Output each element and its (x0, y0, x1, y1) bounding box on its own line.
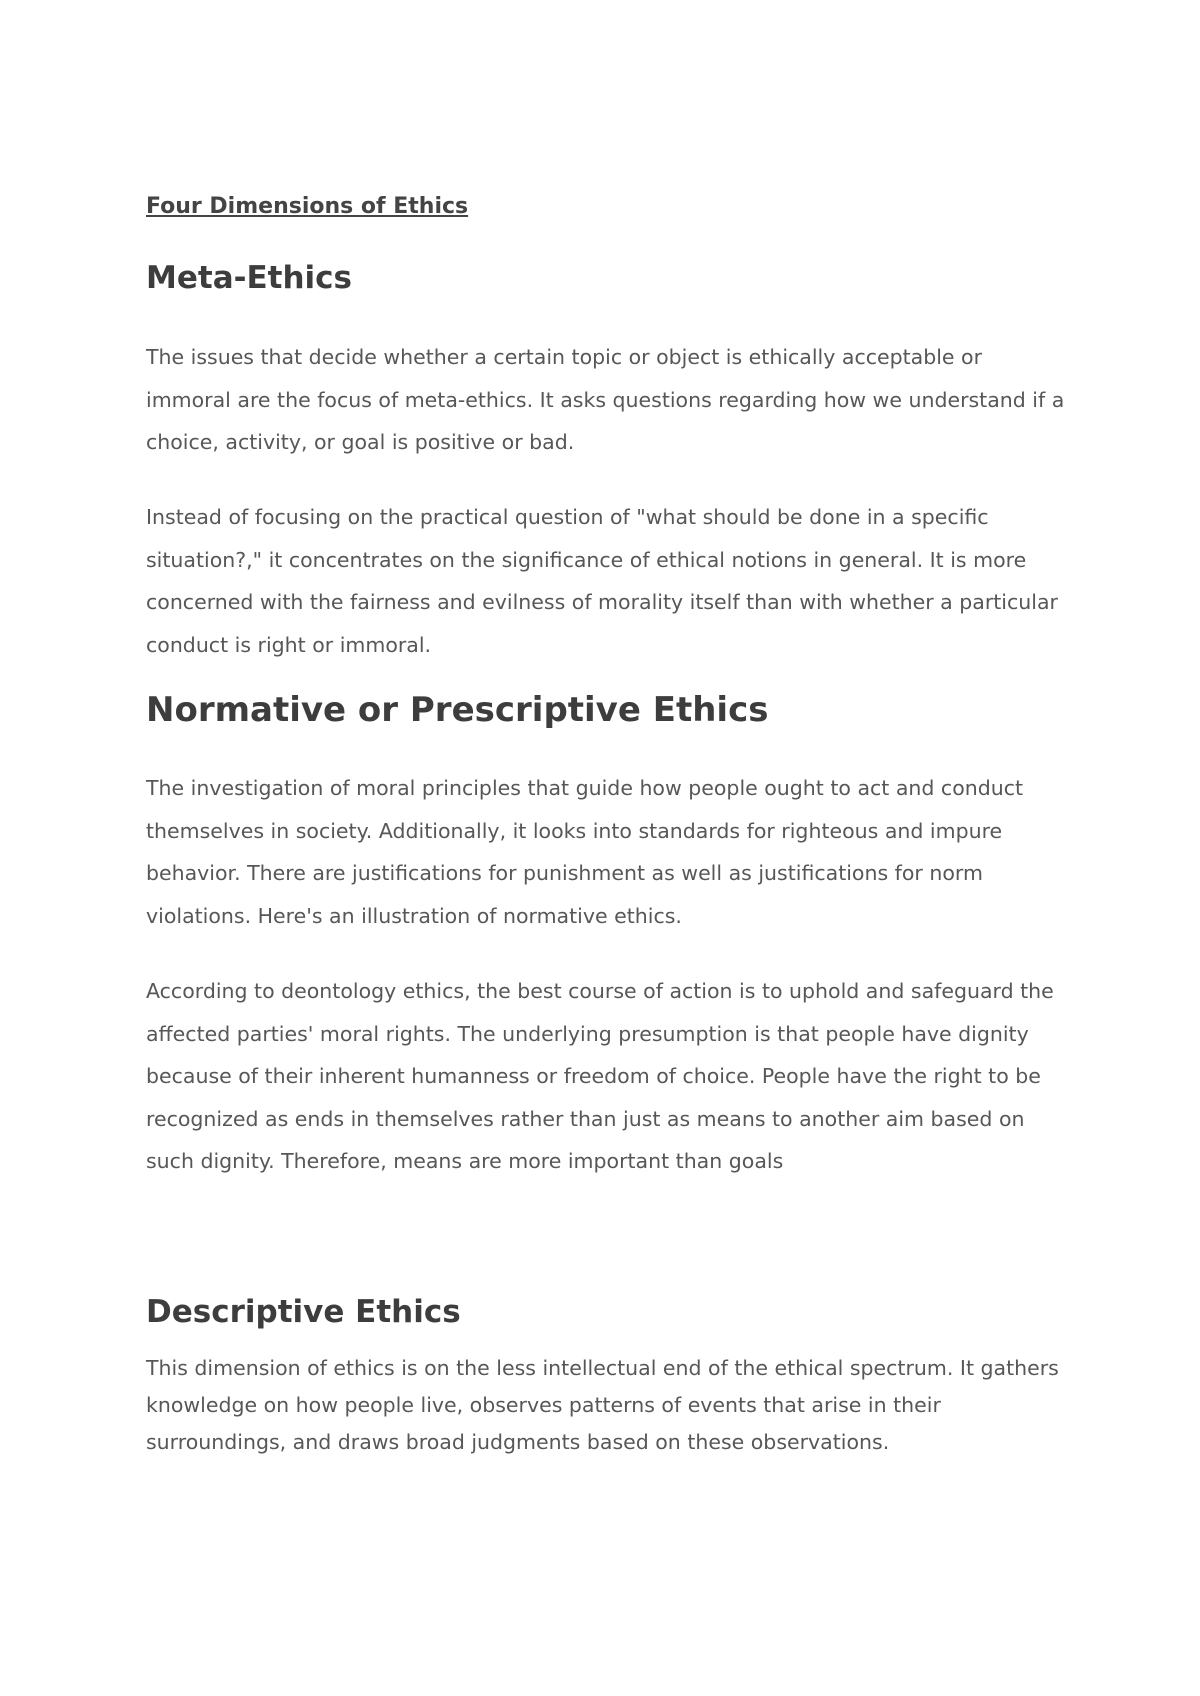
section-heading-normative-ethics: Normative or Prescriptive Ethics (146, 690, 769, 730)
document-title: Four Dimensions of Ethics (146, 194, 469, 219)
section-heading-meta-ethics: Meta-Ethics (146, 260, 352, 296)
section-heading-descriptive-ethics: Descriptive Ethics (146, 1294, 461, 1330)
paragraph: This dimension of ethics is on the less intellectual end of the ethical spectrum. It gathers knowledge on how people live, observes patterns of events that arise in their surroundings, and draws broad judgments based on these observations. (146, 1356, 1059, 1454)
paragraph: The issues that decide whether a certain topic or object is ethically acceptable or immoral are the focus of meta-ethics. It asks questions regarding how we understand if a choice, activity, or goal is positive or bad. (146, 345, 1065, 454)
paragraph: The investigation of moral principles that guide how people ought to act and conduct themselves in society. Additionally, it looks into standards for righteous and impure behavior. There are justifications for punishment as well as justifications for norm violations. Here's an illustration of normative ethics. (146, 776, 1024, 928)
paragraph: Instead of focusing on the practical question of "what should be done in a specific situation?," it concentrates on the significance of ethical notions in general. It is more concerned with the fairness and evilness of morality itself than with whether a particular conduct is right or immoral. (146, 505, 1058, 657)
paragraph: According to deontology ethics, the best course of action is to uphold and safeguard the affected parties' moral rights. The underlying presumption is that people have dignity because of their inherent humanness or freedom of choice. People have the right to be recognized as ends in themselves rather than just as means to another aim based on such dignity. Therefore, means are more important than goals (146, 979, 1054, 1173)
